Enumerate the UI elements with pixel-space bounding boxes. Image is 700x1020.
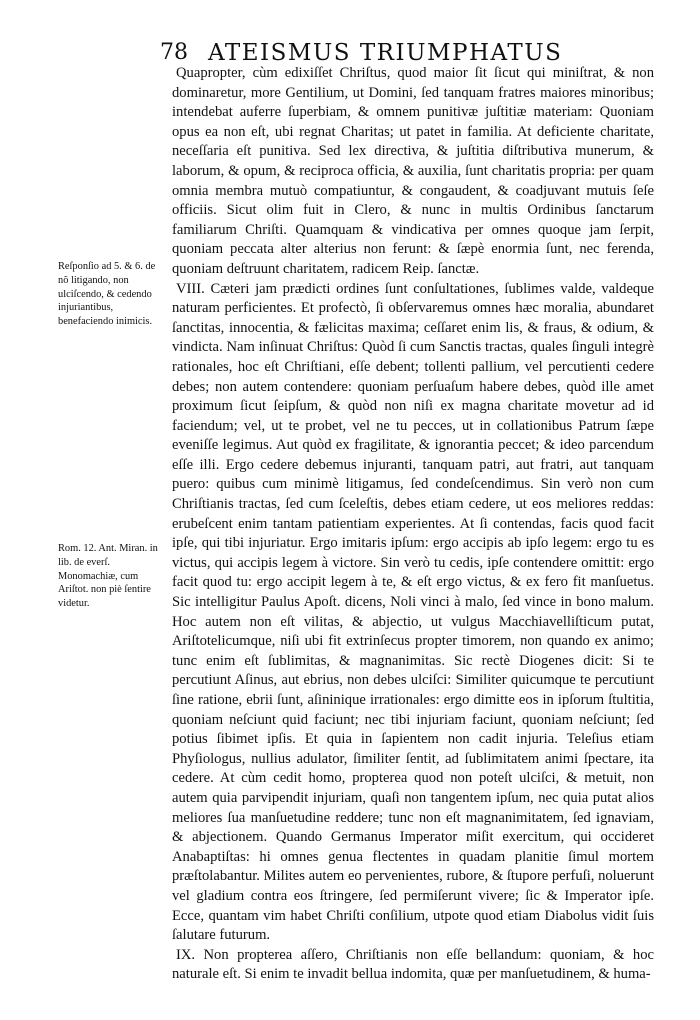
margin-note-text: Rom. 12. Ant. Miran. in lib. de everſ. Monomachiæ, cum Ariſtot. non piè ſentire videtur. (58, 543, 158, 610)
margin-note-references (58, 542, 162, 611)
paragraph-section-ix: IX. Non propterea aſſero, Chriſtianis non eſſe bellandum: quoniam, & hoc naturale eſt. Si enim te invadit bellua indomita, quæ per manſuetudinem, & huma- (172, 946, 654, 983)
main-text-column (172, 64, 654, 985)
page-number: 78 (160, 40, 188, 65)
margin-note-response (58, 260, 162, 329)
paragraph-quapropter: Quapropter, cùm edixiſſet Chriſtus, quod maior ſit ſicut qui miniſtrat, & non dominaretur, more Gentilium, ut Domini, ſed tanquam fratres maiores minoribus; intendebat auferre ſuperbiam, & omnem punitivæ juſtitiæ materiam: Quoniam opus ea non eſt, ubi regnat Charitas; ut patet in familia. At deficiente charitate, neceſſaria eſt punitiva. Sed lex directiva, & juſtitia diſtributiva munerum, & laborum, & opum, & reciproca officia, & auxilia, ſunt charitatis propria: per quam omnia membra mutuò compatiuntur, & congaudent, & coadjuvant mutuis ſeſe officiis. Sicut olim fuit in Clero, & nunc in multis Ordinibus ſanctarum familiarum Chriſti. Quamquam & vindicativa per omnes quoque jam ſerpit, quoniam peccata alter alterius non ferunt: & ſæpè enormia ſunt, nec ferenda, quoniam deſtruunt charitatem, radicem Reip. ſanctæ. (172, 65, 654, 277)
running-title: ATEISMUS TRIUMPHATUS (208, 40, 563, 66)
paragraph-section-viii: VIII. Cæteri jam prædicti ordines ſunt conſultationes, ſublimes valde, valdeque naturam perficientes. Et profectò, ſi obſervaremus omnes hæc moralia, abundaret ſanctitas, innocentia, & fælicitas maxima; ceſſaret enim lis, & fraus, & odium, & vindicta. Nam inſinuat Chriſtus: Quòd ſi cum Sanctis tractas, quales ſinguli integrè rationales, hoc eſt Chriſtiani, eſſe debent; tollenti pallium, vel percutienti cedere debes; non autem contendere: quoniam perſuaſum habere debes, quòd ille amet proximum ſicut ſeipſum, & quòd non niſi ex magna charitate movetur ad id faciendum; vel, ut te probet, vel ne tu pecces, ut in collationibus Patrum ſæpe eveniſſe legimus. Aut quòd ex fragilitate, & ignorantia peccet; & ideo parcendum eſſe illi. Ergo cedere debemus injuranti, tanquam patri, aut fratri, aut tanquam puero: quibus cum minimè litigamus, ſed condeſcendimus. Sin verò non cum Chriſtianis tractas, ſed cum ſceleſtis, debes etiam cedere, ut eos meliores reddas: erubeſcent enim tantam patientiam experientes. At ſi contendas, facis quod facit ipſe, qui tibi injuriatur. Ergo imitaris ipſum: ergo accipis ab ipſo legem: ergo tu es victus, qui accipis legem à victore. Sin verò tu cedis, ipſe contendere omittit: ergo facit quod tu: ergo accipit legem à te, & eſt ergo victus, & ex fero fit manſuetus. Sic intelligitur Paulus Apoſt. dicens, Noli vinci à malo, ſed vince in bono malum. Hoc autem non eſt vilitas, & abjectio, ut vulgus Macchiavelliſticum putat, Ariſtotelicumque, niſi ubi fit extrinſecus propter timorem, non quando ex animo; tunc enim eſt ſublimitas, & magnanimitas. Sic rectè Diogenes dicit: Si te percutiunt Aſinus, aut ebrius, non debes ulciſci: Similiter quicumque te percutiunt ſine ratione, ebrii ſunt, aſininique irrationales: ergo dimitte eos in ipſorum ſtultitia, quoniam neſciunt quid faciunt; nec tibi injuriam faciunt, quoniam neſciunt; ſed potius ſibimet ipſis. Et quia in ſapientem non cadit injuria. Teleſius etiam Phyſiologus, nullius adulator, ſimiliter ſentit, ad ſublimitatem animi ſpectare, ita cedere. At cùm cedit homo, propterea quod non poteſt ulciſci, & metuit, non autem quia parvipendit injuriam, quaſi non tangentem ipſum, nec quia putat alios meliores ſua manſuetudine reddere; tunc non eſt magnanimitatem, ſed ignaviam, & abjectionem. Quando Germanus Imperator miſit exercitum, qui occideret Anabaptiſtas: hi omnes genua flectentes in quadam planitie ſimul mortem præſtolabantur. Milites autem eo pervenientes, rubore, & ſtupore perfuſi, noluerunt vel gladium contra eos ſtringere, ſed permiſerunt vivere; ſic & Imperator ipſe. Ecce, quantam vim habet Chriſti conſilium, utpote quod etiam Diabolus vidit ſuis ſalutare futurum. (172, 280, 654, 944)
margin-note-text: Reſponſio ad 5. & 6. de nõ litigando, non ulciſcendo, & cedendo injuriantibus, benefaciendo inimicis. (58, 261, 156, 328)
